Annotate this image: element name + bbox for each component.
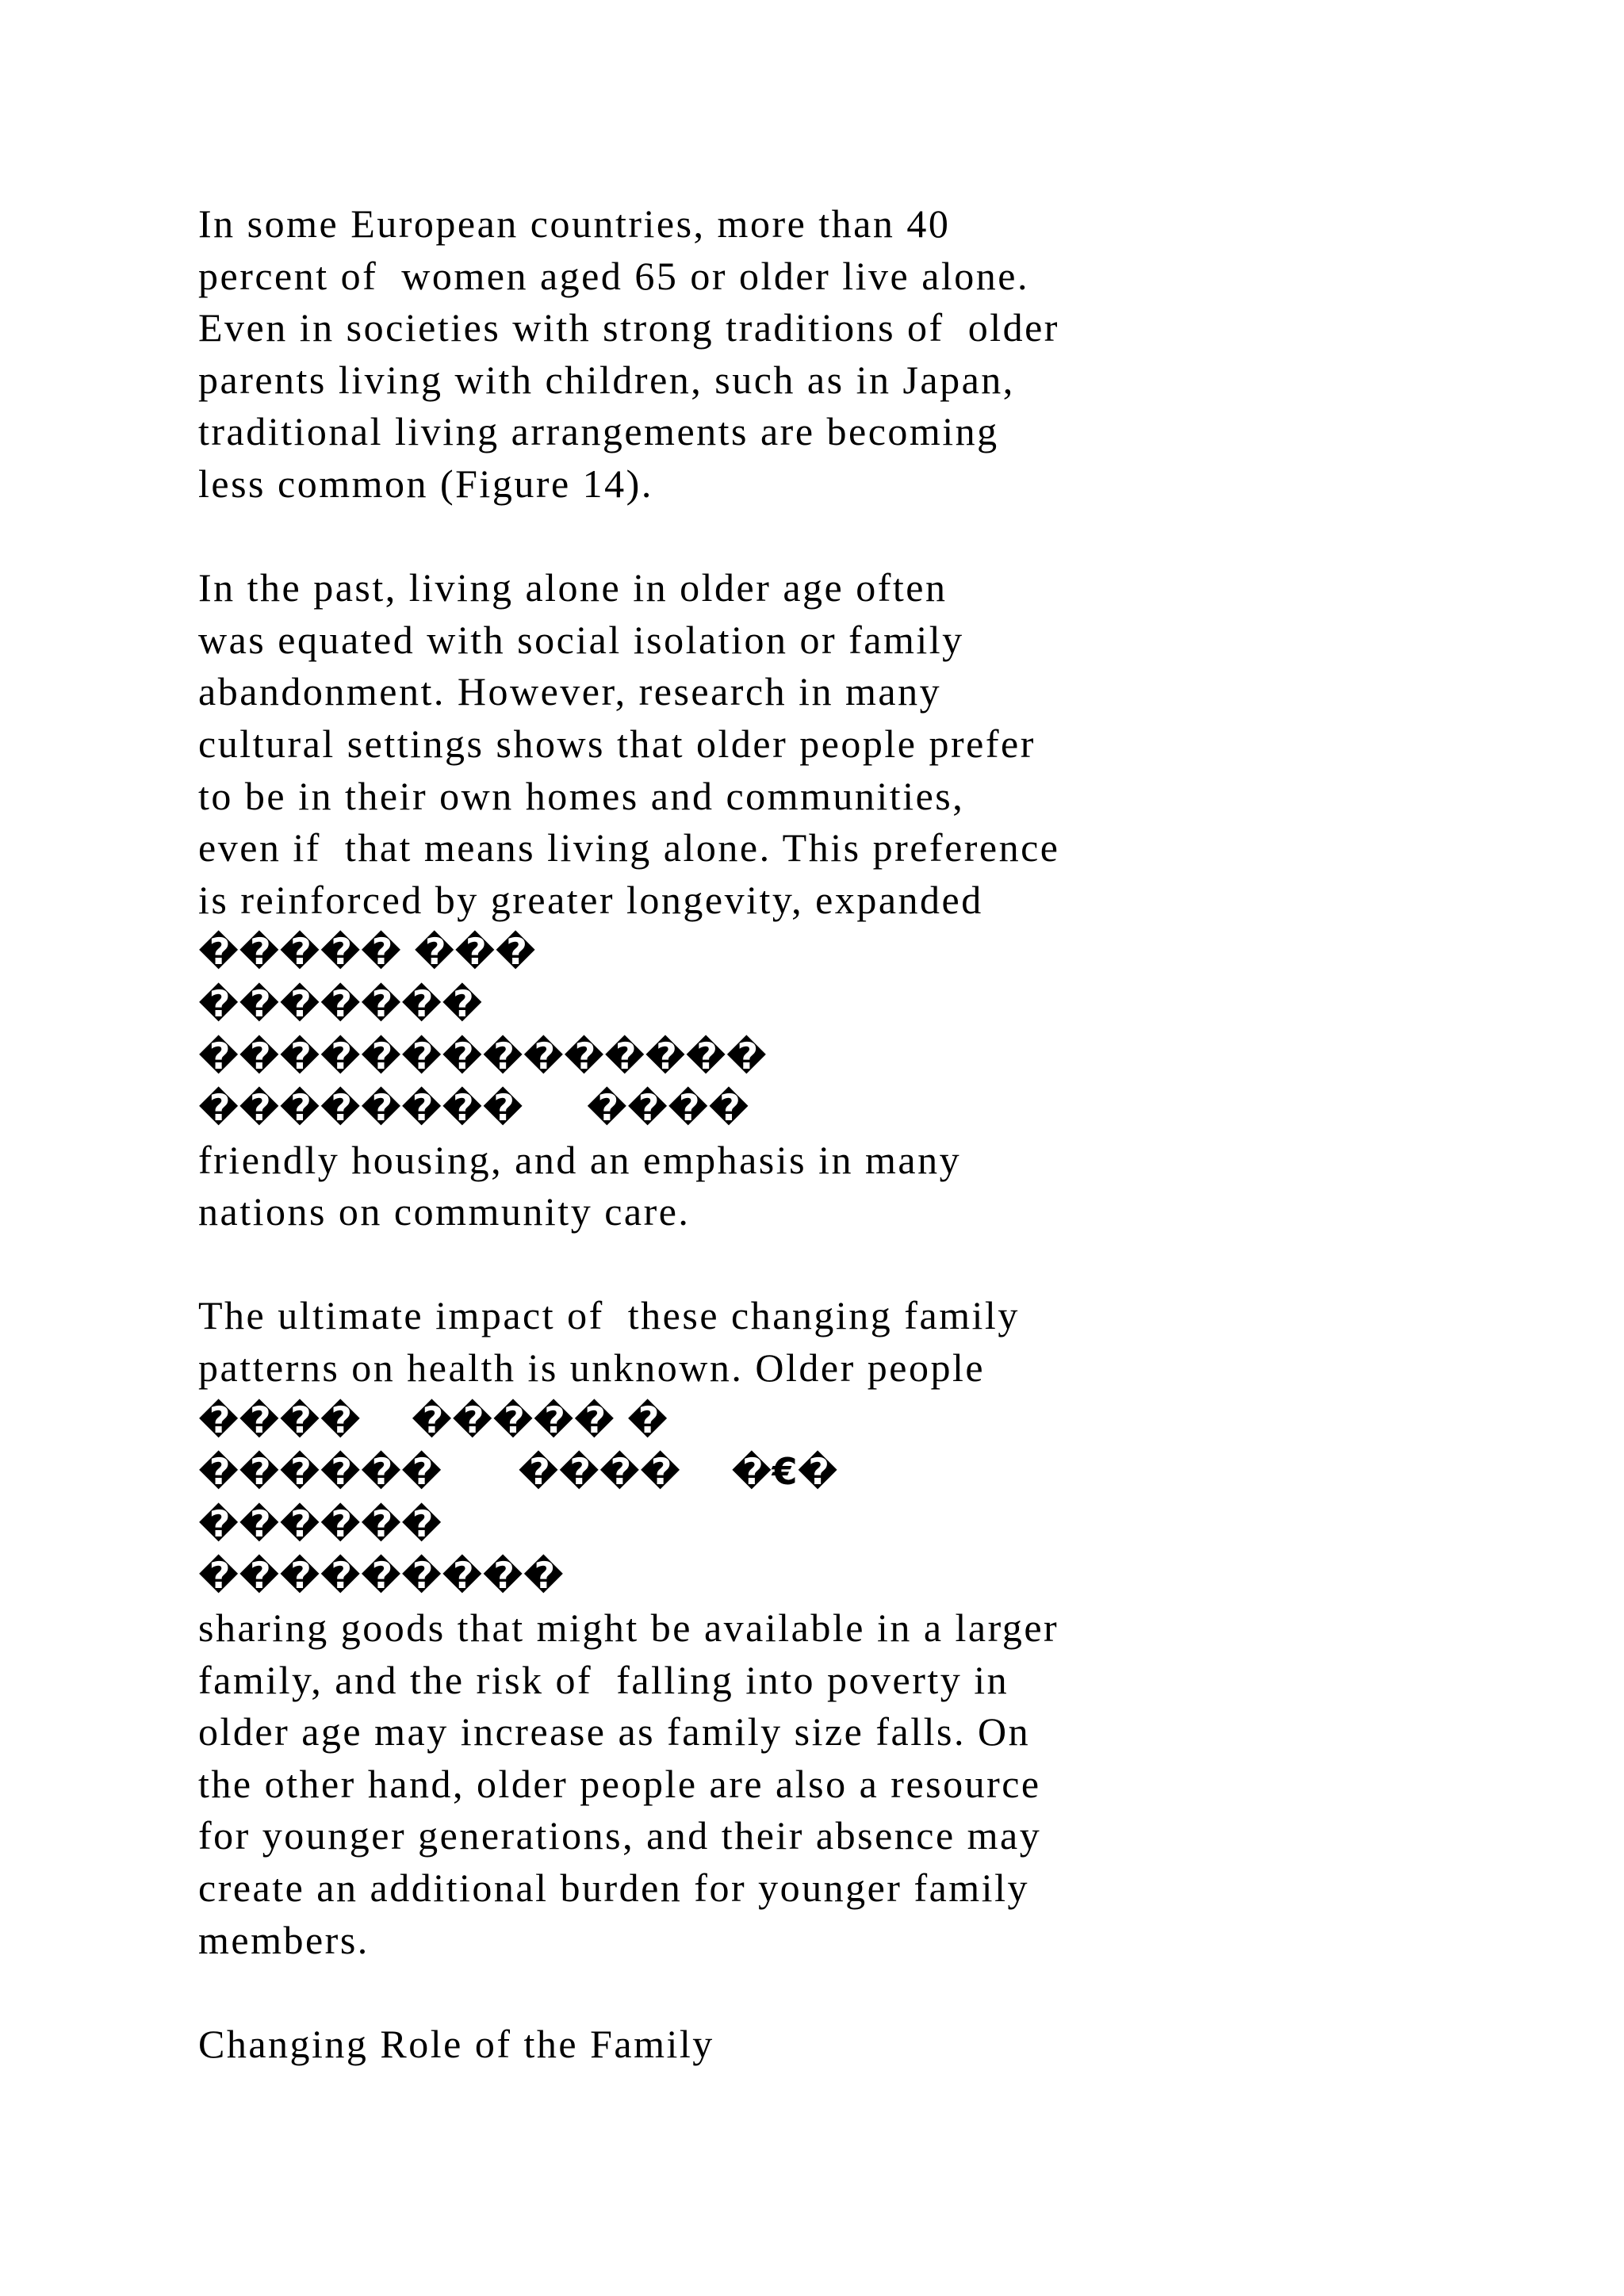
paragraph-2 [198, 562, 1467, 1238]
text-line: family, and the risk of falling into poverty in [198, 1657, 1009, 1702]
text-line: members. [198, 1917, 370, 1962]
text-line: Even in societies with strong traditions of older [198, 305, 1059, 350]
text-line: patterns on health is unknown. Older people [198, 1345, 986, 1391]
text-line: sharing goods that might be available in a larger [198, 1605, 1059, 1651]
paragraph-spacer [198, 511, 1467, 563]
garbled-text-line: �������������� [198, 1034, 767, 1077]
paragraph-spacer [198, 1238, 1467, 1291]
paragraph-spacer [198, 1966, 1467, 2019]
text-line: In some European countries, more than 40 [198, 201, 951, 246]
text-line: parents living with children, such as in Japan, [198, 357, 1015, 402]
text-line: friendly housing, and an emphasis in many [198, 1137, 962, 1182]
text-line: create an additional burden for younger family [198, 1866, 1029, 1910]
text-line: cultural settings shows that older people prefer [198, 721, 1036, 766]
text-line: the other hand, older people are also a resource [198, 1761, 1041, 1806]
garbled-text-line: ������ ���� �€� [198, 1450, 838, 1494]
text-line: In the past, living alone in older age often [198, 565, 948, 610]
text-line: was equated with social isolation or family [198, 617, 964, 662]
garbled-text-line: ������ [198, 1502, 442, 1545]
garbled-text-line: ����� ��� [198, 930, 536, 974]
paragraph-3 [198, 1290, 1467, 1966]
text-line: is reinforced by greater longevity, expanded [198, 877, 983, 922]
garbled-text-line: ������� [198, 982, 483, 1025]
text-line: traditional living arrangements are becoming [198, 409, 999, 454]
document-body [198, 198, 1467, 2070]
garbled-text-line: �������� ���� [198, 1086, 749, 1130]
text-line: for younger generations, and their absence may [198, 1813, 1042, 1858]
text-line: nations on community care. [198, 1189, 691, 1234]
garbled-text-line: ���� ����� � [198, 1398, 668, 1441]
text-line: to be in their own homes and communities, [198, 773, 965, 818]
text-line: percent of women aged 65 or older live alone. [198, 253, 1029, 298]
garbled-text-line: ��������� [198, 1554, 564, 1598]
text-line: even if that means living alone. This preference [198, 825, 1060, 871]
section-heading: Changing Role of the Family [198, 2021, 714, 2066]
paragraph-1 [198, 198, 1467, 511]
text-line: less common (Figure 14). [198, 461, 653, 506]
text-line: The ultimate impact of these changing family [198, 1293, 1020, 1338]
text-line: abandonment. However, research in many [198, 669, 942, 714]
text-line: older age may increase as family size falls. On [198, 1709, 1031, 1755]
